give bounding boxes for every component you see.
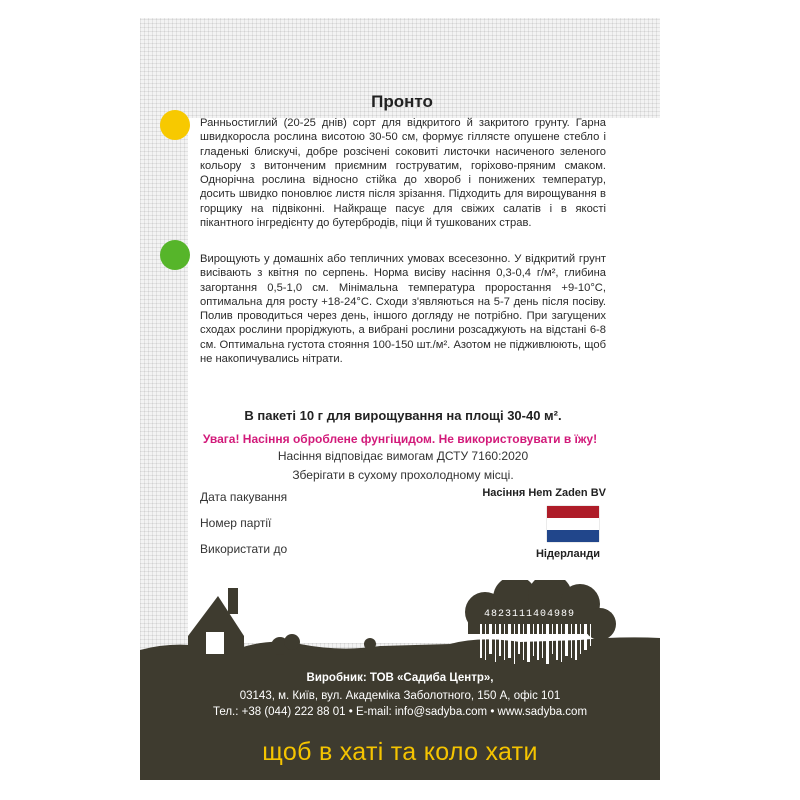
barcode-number: 4823111404989 (484, 609, 576, 620)
packing-date-field: Дата пакування (200, 490, 288, 504)
fungicide-warning: Увага! Насіння оброблене фунгіцидом. Не використовувати в їжу! (202, 432, 598, 446)
netherlands-flag-icon (547, 506, 599, 542)
growing-instructions-text: Вирощують у домашніх або тепличних умовах всесезонно. У відкритий грунт висівають з квітня по серпень. Норма висіву насіння 0,3-0,4 г/м², глибина загортання 0,5-1,0 см. Мінімальна температура проростання +9-10°С, оптимальна для росту +18-24°С. Сходи з'являються на 5-7 день після посіву. Полив проводиться через день, іншого догляду не потрібно. При загущених сходах рослини проріджують, а вибрані рослини розсаджують на відстані 6-8 см. Оптимальна густота стояння 100-150 шт./м². Азотом не підживлюють, щоб не накопичувались нітрати. (200, 253, 606, 366)
use-by-field: Використати до (200, 542, 288, 556)
manufacturer-address: 03143, м. Київ, вул. Академіка Заболотного, 150 А, офіс 101 (239, 690, 561, 702)
standard-note: Насіння відповідає вимогам ДСТУ 7160:2020 (277, 449, 529, 463)
yellow-dot-icon (160, 110, 190, 140)
storage-note: Зберігати в сухому прохолодному місці. (292, 468, 514, 482)
country-of-origin: Нідерланди (535, 548, 601, 560)
description-text: Ранньостиглий (20-25 днів) сорт для відкритого й закритого грунту. Гарна швидкоросла рослина висотою 30-50 см, формує гіллясте опушене стебло і гладенькі блискучі, добре розсічені соковиті листочки насиченого зеленого кольору з витонченим приємним гоструватим, горіхово-пряним смаком. Однорічна рослина відносно стійка до хвороб і понижених температур, досить швидко поновлює листя після зрізання. Підходить для вирощування в горщику на підвіконні. Найкраще пасує для свіжих салатів і в якості пікантного інгредієнту до бутербродів, піци й тушкованих страв. (200, 117, 606, 230)
manufacturer-contacts: Тел.: +38 (044) 222 88 01 • E-mail: info@sadyba.com • www.sadyba.com (212, 706, 588, 718)
seed-company: Насіння Hem Zaden BV (482, 487, 606, 499)
batch-number-field: Номер партії (200, 516, 272, 530)
manufacturer: Виробник: ТОВ «Садиба Центр», (306, 672, 494, 684)
green-dot-icon (160, 240, 190, 270)
village-silhouette-illustration (140, 580, 660, 670)
brand-slogan: щоб в хаті та коло хати (262, 738, 538, 766)
pack-info: В пакеті 10 г для вирощування на площі 30-40 м². (244, 408, 562, 423)
product-title: Пронто (371, 92, 433, 111)
